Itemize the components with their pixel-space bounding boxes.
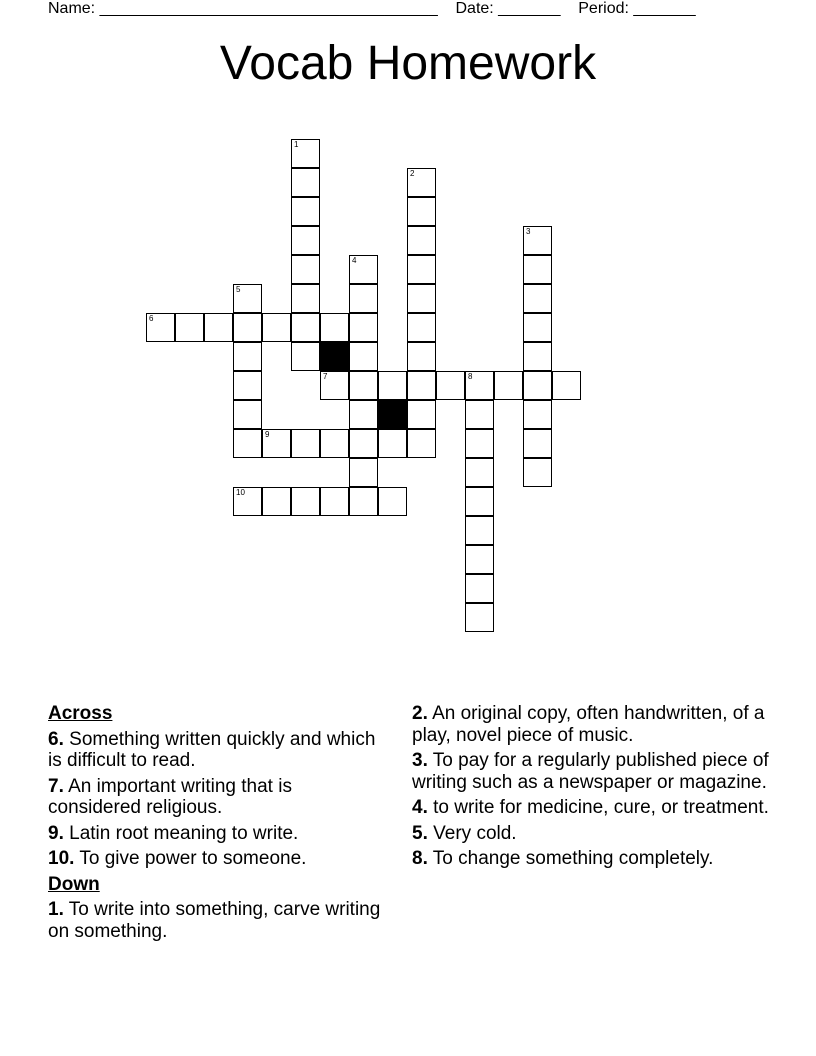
clue-down-3 [412,750,772,793]
clue-number: 1. [48,899,64,920]
crossword-cell[interactable] [349,284,378,313]
crossword-cell[interactable] [233,313,262,342]
crossword-cell[interactable] [523,226,552,255]
crossword-cell[interactable] [349,371,378,400]
crossword-cell[interactable] [262,313,291,342]
crossword-cell[interactable] [378,487,407,516]
crossword-cell[interactable] [465,429,494,458]
crossword-cell[interactable] [233,342,262,371]
cell-number: 10 [236,488,245,497]
clues-column-left [48,703,383,946]
crossword-cell[interactable] [233,284,262,313]
crossword-cell[interactable] [465,574,494,603]
clue-text: Latin root meaning to write. [69,822,299,844]
crossword-cell[interactable] [320,313,349,342]
crossword-block-cell [378,400,407,429]
crossword-cell[interactable] [465,603,494,632]
clue-text: to write for medicine, cure, or treatment. [433,797,769,818]
clue-text: An original copy, often handwritten, of a play, novel piece of music. [412,703,765,746]
clue-down-4 [412,797,772,819]
clue-across-9 [48,823,383,845]
clue-text: To change something completely. [432,848,714,869]
clue-text: To write into something, carve writing on something. [48,899,381,942]
crossword-cell[interactable] [291,342,320,371]
crossword-cell[interactable] [262,487,291,516]
crossword-cell[interactable] [262,429,291,458]
cell-number: 1 [294,140,299,149]
clue-number: 7. [48,775,64,797]
crossword-cell[interactable] [465,400,494,429]
clue-number: 10. [48,848,75,869]
clue-number: 8. [412,848,428,869]
crossword-cell[interactable] [349,400,378,429]
clue-down-2 [412,703,772,746]
crossword-cell[interactable] [552,371,581,400]
cell-number: 5 [236,285,241,294]
crossword-cell[interactable] [465,487,494,516]
clue-number: 5. [412,822,428,844]
crossword-cell[interactable] [320,371,349,400]
clue-number: 9. [48,822,64,844]
crossword-cell[interactable] [291,197,320,226]
crossword-cell[interactable] [349,458,378,487]
crossword-cell[interactable] [407,342,436,371]
crossword-block-cell [320,342,349,371]
crossword-cell[interactable] [465,371,494,400]
crossword-cell[interactable] [146,313,175,342]
crossword-cell[interactable] [523,400,552,429]
clue-down-8 [412,848,772,870]
crossword-cell[interactable] [204,313,233,342]
clue-text: To pay for a regularly published piece of writing such as a newspaper or magazine. [412,750,769,793]
cell-number: 2 [410,169,415,178]
crossword-cell[interactable] [523,371,552,400]
crossword-cell[interactable] [407,400,436,429]
clue-across-10 [48,848,383,870]
clue-across-6 [48,729,383,772]
crossword-cell[interactable] [349,487,378,516]
crossword-cell[interactable] [436,371,465,400]
clue-text: Something written quickly and which is difficult to read. [48,728,376,771]
clue-number: 2. [412,703,428,724]
down-heading: Down [48,873,100,895]
crossword-cell[interactable] [291,168,320,197]
cell-number: 4 [352,256,357,265]
crossword-cell[interactable] [349,429,378,458]
crossword-cell[interactable] [523,429,552,458]
clue-down-1 [48,899,383,942]
crossword-cell[interactable] [407,284,436,313]
crossword-cell[interactable] [407,313,436,342]
crossword-cell[interactable] [233,371,262,400]
crossword-cell[interactable] [407,168,436,197]
crossword-cell[interactable] [523,313,552,342]
clue-text: Very cold. [433,822,517,844]
crossword-cell[interactable] [523,284,552,313]
across-heading: Across [48,703,113,724]
clue-text: An important writing that is considered religious. [48,775,292,818]
cell-number: 7 [323,372,328,381]
crossword-cell[interactable] [465,458,494,487]
crossword-cell[interactable] [407,226,436,255]
crossword-cell[interactable] [291,255,320,284]
clue-down-5 [412,823,772,845]
cell-number: 8 [468,372,473,381]
student-info-line: Name: ______________________________________ Date: _______ Period: _______ [48,0,696,17]
crossword-cell[interactable] [175,313,204,342]
crossword-cell[interactable] [291,313,320,342]
crossword-cell[interactable] [378,429,407,458]
crossword-cell[interactable] [465,516,494,545]
crossword-cell[interactable] [320,487,349,516]
clue-number: 4. [412,797,428,818]
crossword-cell[interactable] [407,429,436,458]
crossword-cell[interactable] [349,342,378,371]
clue-number: 6. [48,728,64,750]
cell-number: 3 [526,227,531,236]
crossword-cell[interactable] [378,371,407,400]
crossword-cell[interactable] [291,226,320,255]
clue-text: To give power to someone. [79,848,307,869]
crossword-cell[interactable] [291,487,320,516]
crossword-cell[interactable] [523,255,552,284]
clue-across-7 [48,776,383,819]
crossword-cell[interactable] [349,313,378,342]
crossword-cell[interactable] [494,371,523,400]
crossword-cell[interactable] [523,458,552,487]
crossword-cell[interactable] [407,197,436,226]
crossword-cell[interactable] [291,139,320,168]
cell-number: 6 [149,314,154,323]
crossword-cell[interactable] [233,429,262,458]
crossword-cell[interactable] [233,400,262,429]
crossword-cell[interactable] [407,255,436,284]
crossword-cell[interactable] [320,429,349,458]
page-title: Vocab Homework [219,37,597,90]
clues-column-right [412,703,772,874]
crossword-cell[interactable] [349,255,378,284]
clue-number: 3. [412,750,428,771]
crossword-cell[interactable] [291,429,320,458]
crossword-cell[interactable] [523,342,552,371]
crossword-cell[interactable] [465,545,494,574]
crossword-cell[interactable] [291,284,320,313]
crossword-cell[interactable] [407,371,436,400]
cell-number: 9 [265,430,270,439]
crossword-cell[interactable] [233,487,262,516]
